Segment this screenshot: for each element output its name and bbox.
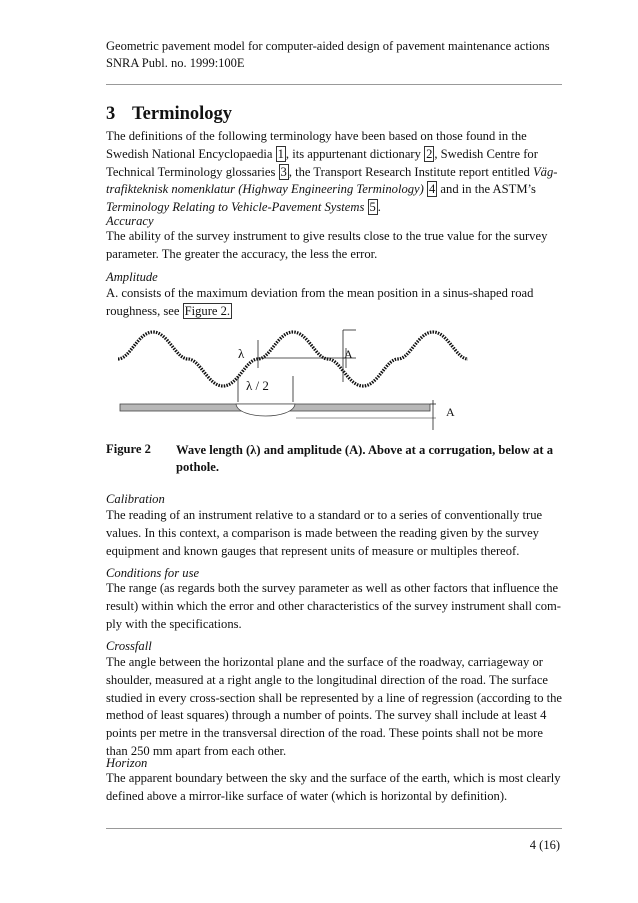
intro-text: and in the ASTM’s [437,182,536,197]
intro-text: , its appurtenant dictionary [285,146,425,161]
intro-text: , the Transport Research Institute report entitled [288,164,533,179]
intro-text: . [377,200,381,215]
pothole [236,404,295,416]
term-conditions-for-use: Conditions for use [106,566,200,580]
definition-amplitude [106,285,566,321]
term-amplitude: Amplitude [106,270,158,284]
definition-calibration: The reading of an instrument relative to a standard or to a series of conventionally true values. In this context, a comparison is made between the reading given by the survey equipment and known gauges that represent units of measure or multiples thereof. [106,508,543,558]
term-crossfall: Crossfall [106,639,152,653]
definition-horizon: The apparent boundary between the sky and the surface of the earth, which is most clearly defined above a mirror-like surface of water (which is horizontal by definition). [106,771,561,803]
amplitude-label-top: A [344,347,353,361]
term-accuracy: Accuracy [106,214,154,228]
term-calibration: Calibration [106,492,165,506]
intro-text: The definitions of the following terminology have been based on those found in the Swedish National Encyclopaedia [106,129,527,161]
section-title: Terminology [132,104,233,124]
definition-conditions-for-use: The range (as regards both the survey parameter as well as other factors that influence the result) within which the error and other characteristics of the survey instrument shall com-ply with the specifications. [106,581,561,631]
intro-paragraph [106,128,566,217]
figure-label: Figure 2 [106,442,151,456]
reference-link-3[interactable]: 3 [280,164,287,179]
definition-crossfall: The angle between the horizontal plane and the surface of the roadway, carriageway or shoulder, measured at a right angle to the longitudinal direction of the road. The surface studied in every cross-section shall be represented by a line of regression (according to the method of least squares) through a number of points. The survey shall include at least 4 points per metre in the transversal direction of the road. These points shall not be more than 250 mm apart from each other. [106,655,563,758]
wave-figure [118,322,468,432]
page-number: 4 (16) [529,838,560,852]
definition-accuracy: The ability of the survey instrument to give results close to the true value for the survey parameter. The greater the accuracy, the less the error. [106,229,548,261]
figure-caption: Wave length (λ) and amplitude (A). Above at a corrugation, below at a pothole. [176,443,553,474]
intro-report-title: Väg-trafikteknisk nomenklatur (Highway Engineering Terminology) [106,164,558,197]
header-divider [106,84,562,85]
header-publication: SNRA Publ. no. 1999:100E [106,56,245,70]
lambda-label: λ [238,346,245,361]
reference-link-2[interactable]: 2 [426,146,433,161]
amplitude-label-bottom: A [446,405,455,419]
figure-2-link[interactable]: Figure 2. [184,303,231,318]
intro-text: , Swedish Centre for Technical Terminology glossaries [106,146,538,179]
intro-astm-title: Terminology Relating to Vehicle-Pavement Systems [106,200,365,215]
section-number: 3 [106,104,116,124]
footer-divider [106,828,562,829]
term-horizon: Horizon [106,756,148,770]
header-title: Geometric pavement model for computer-aided design of pavement maintenance actions [106,39,550,53]
reference-link-1[interactable]: 1 [277,146,284,161]
reference-link-5[interactable]: 5 [369,200,376,215]
page-header [106,38,566,72]
section-heading [106,104,232,125]
half-lambda-label: λ / 2 [246,378,269,393]
definition-amplitude-text: A. consists of the maximum deviation from the mean position in a sinus-shaped road roughness, see [106,286,534,318]
reference-link-4[interactable]: 4 [428,182,436,197]
